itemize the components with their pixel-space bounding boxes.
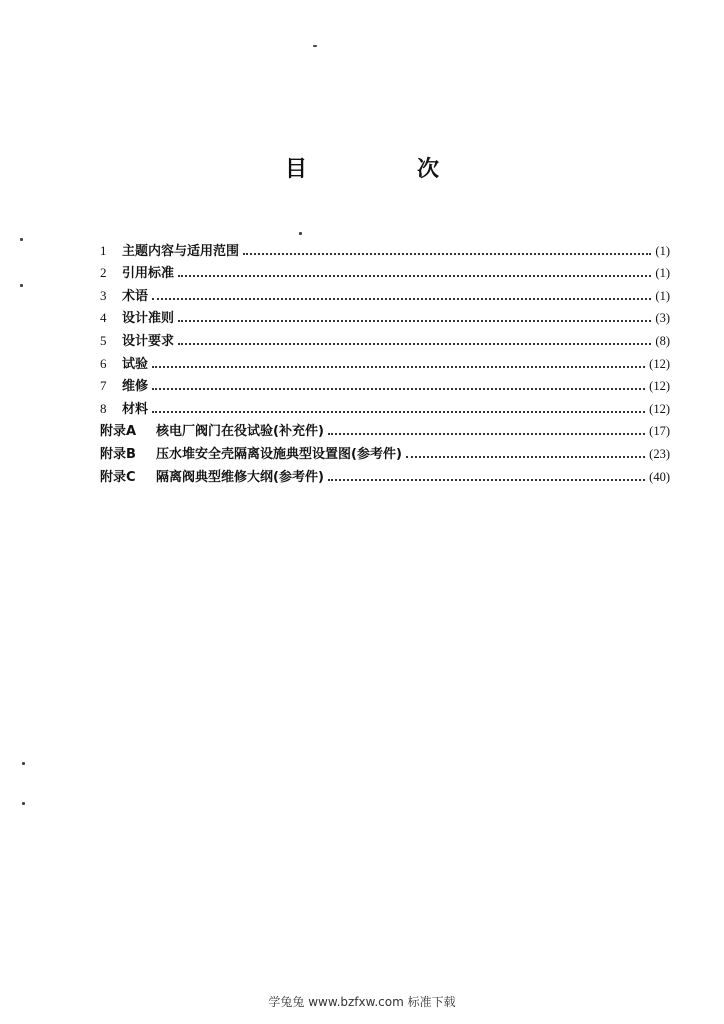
toc-page: (12) xyxy=(649,401,670,416)
toc-title: 术语 xyxy=(122,288,149,304)
toc-page: (12) xyxy=(649,379,670,394)
toc-appendix-b[interactable] xyxy=(100,439,670,462)
toc-page: (12) xyxy=(649,356,670,371)
dot-leader xyxy=(152,366,645,368)
toc-entry-4[interactable] xyxy=(100,304,670,327)
appendix-page: (40) xyxy=(649,469,670,484)
toc-number: 6 xyxy=(100,355,107,371)
toc-number: 1 xyxy=(100,242,107,258)
toc-entry-1[interactable] xyxy=(100,236,670,259)
dot-leader xyxy=(406,456,645,458)
dot-leader xyxy=(152,388,645,390)
toc-number: 8 xyxy=(100,400,107,416)
dot-leader xyxy=(328,479,645,481)
appendix-title: 隔离阀典型维修大纲(参考件) xyxy=(156,469,324,485)
dot-leader xyxy=(328,433,645,435)
appendix-label: 附录C xyxy=(100,469,136,485)
page-title: 目 次 xyxy=(284,157,483,182)
scan-speck xyxy=(299,232,302,235)
scan-speck xyxy=(313,45,317,47)
toc-title: 设计要求 xyxy=(122,333,175,349)
dot-leader xyxy=(152,411,645,413)
toc-appendix-a[interactable] xyxy=(100,417,670,440)
toc-entry-7[interactable] xyxy=(100,372,670,395)
toc-number: 2 xyxy=(100,265,107,281)
appendix-title: 核电厂阀门在役试验(补充件) xyxy=(156,424,324,440)
scan-speck xyxy=(20,284,23,287)
toc-title: 材料 xyxy=(122,401,149,417)
toc-number: 4 xyxy=(100,310,107,326)
appendix-label: 附录A xyxy=(100,424,137,440)
toc-number: 7 xyxy=(100,378,107,394)
toc-entry-8[interactable] xyxy=(100,394,670,417)
toc-page: (1) xyxy=(655,266,670,281)
table-of-contents xyxy=(100,236,670,485)
dot-leader xyxy=(178,275,651,277)
appendix-title: 压水堆安全壳隔离设施典型设置图(参考件) xyxy=(156,446,402,462)
footer-watermark: 学兔兔 www.bzfxw.com 标准下载 xyxy=(268,995,456,1009)
toc-number: 5 xyxy=(100,332,107,348)
scan-speck xyxy=(22,762,25,765)
toc-title: 引用标准 xyxy=(122,266,175,282)
toc-number: 3 xyxy=(100,287,107,303)
dot-leader xyxy=(178,343,651,345)
toc-title: 维修 xyxy=(122,379,149,395)
scan-speck xyxy=(20,238,23,241)
toc-page: (3) xyxy=(655,311,670,326)
dot-leader xyxy=(152,298,651,300)
toc-appendix-c[interactable] xyxy=(100,462,670,485)
appendix-label: 附录B xyxy=(100,446,136,462)
scan-speck xyxy=(22,802,25,805)
toc-title: 主题内容与适用范围 xyxy=(122,243,240,259)
toc-page: (8) xyxy=(655,333,670,348)
dot-leader xyxy=(178,320,651,322)
toc-entry-5[interactable] xyxy=(100,326,670,349)
toc-entry-3[interactable] xyxy=(100,281,670,304)
toc-entry-6[interactable] xyxy=(100,349,670,372)
dot-leader xyxy=(243,253,651,255)
toc-entry-2[interactable] xyxy=(100,259,670,282)
toc-title: 试验 xyxy=(122,356,149,372)
toc-title: 设计准则 xyxy=(122,311,175,327)
appendix-page: (17) xyxy=(649,424,670,439)
toc-page: (1) xyxy=(655,288,670,303)
appendix-page: (23) xyxy=(649,446,670,461)
toc-page: (1) xyxy=(655,243,670,258)
